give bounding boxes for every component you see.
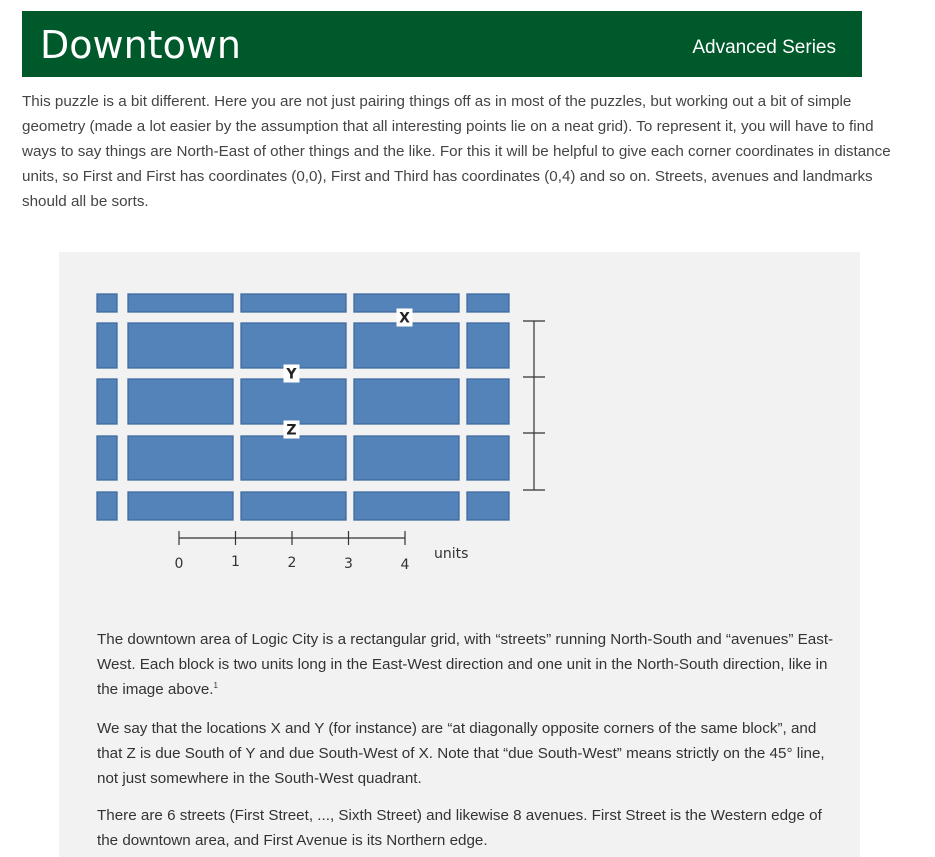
city-block <box>97 436 117 480</box>
city-block <box>241 436 346 480</box>
footnote-marker[interactable]: 1 <box>213 680 218 690</box>
city-blocks <box>97 294 509 520</box>
city-block <box>241 323 346 368</box>
point-label: Y <box>286 366 297 383</box>
point-x <box>397 309 413 327</box>
scale-tick-label: 1 <box>231 554 240 570</box>
point-z <box>284 421 300 439</box>
city-block <box>97 379 117 424</box>
content-panel <box>59 252 860 857</box>
city-grid-diagram <box>59 252 860 592</box>
city-block <box>354 492 459 520</box>
point-y <box>284 365 300 383</box>
scale-tick-label: 0 <box>174 556 184 572</box>
units-label: units <box>434 546 469 562</box>
city-block <box>467 294 509 312</box>
city-block <box>241 492 346 520</box>
description-paragraph-3: There are 6 streets (First Street, ..., Sixth Street) and likewise 8 avenues. First Street is the Western edge of the downtown area, and First Avenue is its Northern edge. <box>97 807 822 849</box>
city-block <box>467 323 509 368</box>
point-label: Z <box>286 422 297 439</box>
city-block <box>128 436 233 480</box>
city-block <box>128 379 233 424</box>
city-block <box>354 436 459 480</box>
description-paragraph-1: The downtown area of Logic City is a rectangular grid, with “streets” running North-South and “avenues” East-West. Each block is two units long in the East-West direction and one unit in the North-South direction, like in the image above.$^1$ <box>97 631 834 698</box>
intro-paragraph: This puzzle is a bit different. Here you are not just pairing things off as in most of the puzzles, but working out a bit of simple geometry (made a lot easier by the assumption that all interesting points lie on a neat grid). To represent it, you will have to find ways to say things are North-East of other things and the like. For this it will be helpful to give each corner coordinates in distance units, so First and First has coordinates (0,0), First and Third has coordinates (0,4) and so on. Streets, avenues and landmarks should all be sorts. <box>22 93 891 210</box>
series-label: Advanced Series <box>692 37 836 58</box>
page-title: Downtown <box>40 23 241 67</box>
city-block <box>97 294 117 312</box>
city-block <box>128 294 233 312</box>
vertical-ruler <box>523 321 545 490</box>
description-paragraph-2: We say that the locations X and Y (for instance) are “at diagonally opposite corners of the same block”, and that Z is due South of Y and due South-West of X. Note that “due South-West” means strictly on the 45° line, not just somewhere in the South-West quadrant. <box>97 720 825 787</box>
city-block <box>467 379 509 424</box>
city-block <box>241 379 346 424</box>
distance-scale <box>175 531 469 573</box>
scale-tick-label: 4 <box>400 557 410 573</box>
city-block <box>467 436 509 480</box>
city-block <box>467 492 509 520</box>
city-block <box>97 492 117 520</box>
scale-tick-label: 2 <box>287 555 297 571</box>
city-block <box>241 294 346 312</box>
city-block <box>354 379 459 424</box>
city-block <box>128 323 233 368</box>
city-block <box>128 492 233 520</box>
page-header <box>22 11 862 77</box>
point-label: X <box>399 310 410 327</box>
scale-tick-label: 3 <box>344 556 353 572</box>
city-block <box>97 323 117 368</box>
city-block <box>354 323 459 368</box>
